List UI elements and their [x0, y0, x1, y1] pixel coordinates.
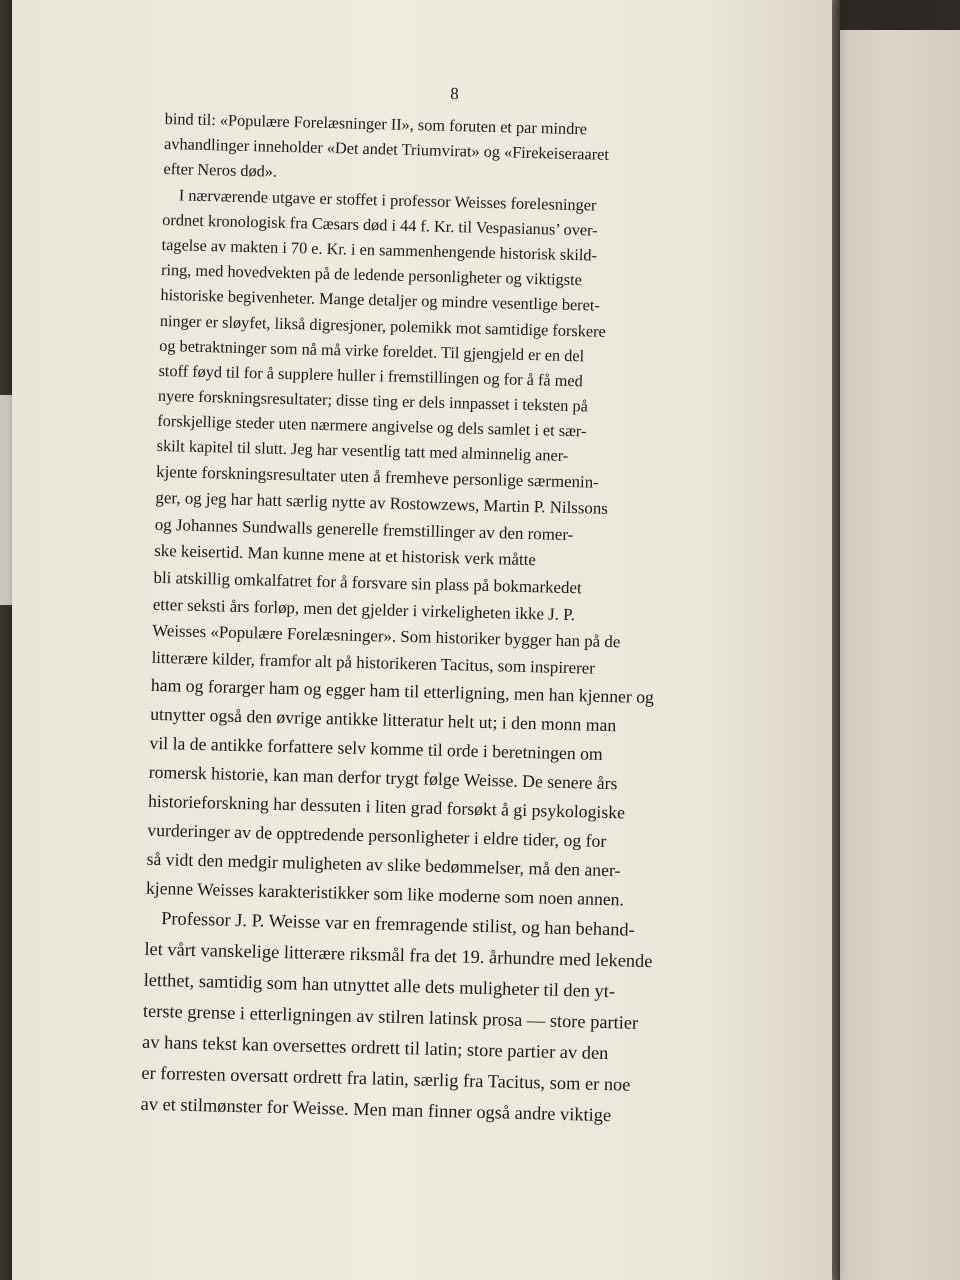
text-line: I nærværende utgave er stoffet i professor Weisses forelesninger — [178, 184, 597, 215]
page-number: 8 — [449, 83, 459, 104]
text-line: etter seksti års forløp, men det gjelder i virkeligheten ikke J. P. — [152, 594, 576, 624]
text-line: skilt kapitel til slutt. Jeg har vesentlig tatt med alminnelig aner- — [156, 436, 569, 466]
text-line: ring, med hovedvekten på de ledende personligheter og viktigste — [160, 260, 583, 290]
text-line: ordnet kronologisk fra Cæsars død i 44 f. Kr. til Vespasianus’ over- — [162, 209, 598, 240]
text-line: av hans tekst kan oversettes ordrett til latin; store partier av den — [141, 1032, 609, 1064]
text-line: let vårt vanskelige litterære riksmål fra det 19. århundre med lekende — [144, 939, 653, 972]
text-line: nyere forskningsresultater; disse ting er dels innpasset i teksten på — [157, 385, 589, 416]
text-line: avhandlinger inneholder «Det andet Triumvirat» og «Firekeiseraaret — [163, 134, 610, 165]
text-line: og Johannes Sundwalls generelle fremstillinger av den romer- — [154, 514, 574, 544]
text-line: bind til: «Populære Forelæsninger II», som foruten et par mindre — [164, 108, 588, 139]
text-line: stoff føyd til for å supplere huller i fremstillingen og for å få med — [158, 360, 583, 391]
text-line: vurderinger av de opptredende personligheter i eldre tider, og for — [147, 820, 607, 852]
text-line: kjenne Weisses karakteristikker som like moderne som noen annen. — [145, 878, 625, 910]
text-line: ske keisertid. Man kunne mene at et historisk verk måtte — [153, 541, 537, 570]
text-line: ninger er sløyfet, likså digresjoner, polemikk mot samtidige forskere — [159, 310, 607, 341]
text-line: Professor J. P. Weisse var en fremragende stilist, og han behand- — [160, 908, 636, 941]
text-line: terste grense i etterligningen av stilren latinsk prosa — store partier — [142, 1001, 639, 1034]
text-line: kjente forskningsresultater uten å fremheve personlige særmenin- — [155, 461, 600, 492]
text-line: historiske begivenheter. Mange detaljer og mindre vesentlige beret- — [160, 285, 601, 315]
text-line: av et stilmønster for Weisse. Men man finner også andre viktige — [140, 1094, 612, 1126]
text-line: så vidt den medgir muligheten av slike bedømmelser, må den aner- — [146, 849, 621, 881]
text-line: ham og forarger ham og egger ham til etterligning, men han kjenner og — [150, 675, 655, 708]
next-page-edge — [840, 30, 960, 1280]
text-line: litterære kilder, framfor alt på historikeren Tacitus, som inspirerer — [151, 647, 596, 678]
text-line: utnytter også den øvrige antikke litteratur helt ut; i den monn man — [149, 704, 617, 736]
text-line: tagelse av makten i 70 e. Kr. i en sammenhengende historisk skild- — [161, 234, 598, 265]
text-line: er forresten oversatt ordrett fra latin, særlig fra Tacitus, som er noe — [141, 1063, 631, 1096]
text-line: letthet, samtidig som han utnyttet alle dets muligheter til den yt- — [143, 970, 616, 1002]
text-line: Weisses «Populære Forelæsninger». Som historiker bygger han på de — [152, 621, 621, 652]
text-line: ger, og jeg har hatt særlig nytte av Rostowzews, Martin P. Nilssons — [155, 488, 609, 519]
text-line: romersk historie, kan man derfor trygt følge Weisse. De senere års — [148, 762, 618, 794]
text-line: vil la de antikke forfattere selv komme til orde i beretningen om — [149, 733, 603, 765]
text-line: bli atskillig omkalfatret for å forsvare sin plass på bokmarkedet — [153, 567, 582, 598]
page-text — [140, 68, 762, 1135]
text-line: historieforskning har dessuten i liten grad forsøkt å gi psykologiske — [147, 791, 626, 823]
text-line: og betraktninger som nå må virke foreldet. Til gjengjeld er en del — [158, 335, 585, 365]
text-line: forskjellige steder uten nærmere angivelse og dels samlet i et sær- — [157, 411, 587, 441]
text-line: efter Neros død». — [163, 159, 278, 182]
